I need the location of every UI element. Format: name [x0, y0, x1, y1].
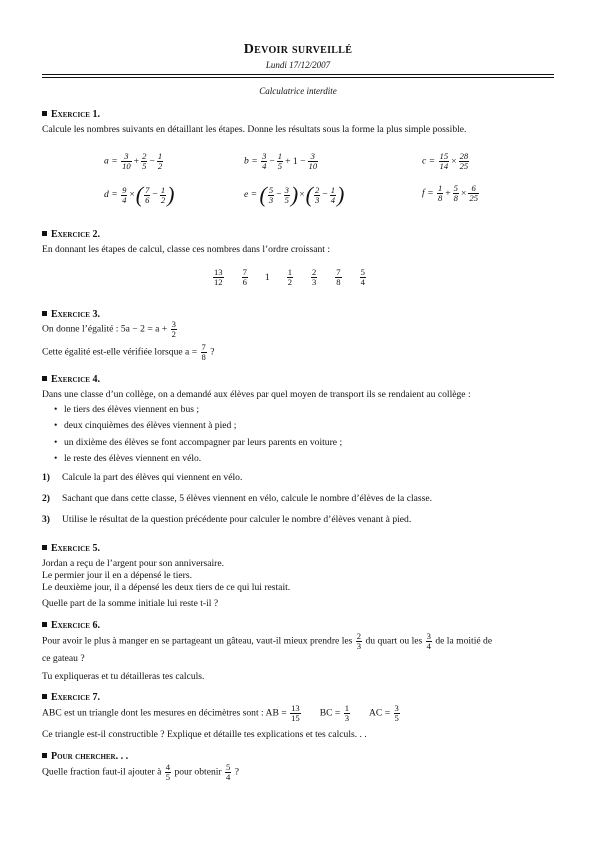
exercise-5-question: Quelle part de la somme initiale lui reste t-il ? [42, 598, 219, 609]
fraction: $\frac{1}{2}$ [287, 267, 292, 287]
fraction: $\frac{3}{10}$ [308, 151, 318, 171]
fraction: $\frac{5}{3}$ [268, 184, 274, 205]
square-bullet-icon [42, 231, 47, 236]
fraction: $\frac{3}{5}$ [394, 703, 399, 723]
square-bullet-icon [42, 376, 47, 381]
exercise-7-heading: Exercice 7. [42, 692, 100, 703]
square-bullet-icon [42, 694, 47, 699]
exercise-1-instruction: Calcule les nombres suivants en détaillant les étapes. Donne les résultats sous la forme la plus simple possible. [42, 124, 467, 135]
expression-d: d = $\frac{9}{4}$ ×( $\frac{7}{6}$ − $\frac{1}{2}$ ) [104, 182, 175, 207]
square-bullet-icon [42, 111, 47, 116]
fraction: $\frac{1}{2}$ [157, 151, 163, 171]
expression-b: b = $\frac{3}{4}$ − $\frac{1}{5}$ + 1 − $\frac{3}{10}$ [244, 151, 318, 171]
bonus-heading: Pour chercher. . . [42, 751, 128, 762]
fraction: $\frac{7}{6}$ [242, 267, 247, 287]
exercise-7-measures: ABC est un triangle dont les mesures en décimètres sont : AB = $\frac{13}{15}$ BC = $\frac{1}{3}$ AC = $\frac{3}{5}$ [42, 703, 399, 723]
fraction: $\frac{1}{8}$ [437, 183, 443, 203]
list-item: • deux cinquièmes des élèves viennent à pied ; [64, 420, 236, 431]
exercise-4-heading: Exercice 4. [42, 374, 100, 385]
exercise-5-line: Jordan a reçu de l’argent pour son anniversaire. [42, 558, 225, 569]
bonus-question: Quelle fraction faut-il ajouter à $\frac{4}{5}$ pour obtenir $\frac{5}{4}$ ? [42, 762, 239, 782]
exercise-6-note: Tu expliqueras et tu détailleras tes calculs. [42, 671, 205, 682]
fraction: $\frac{5}{4}$ [226, 762, 231, 782]
fraction: $\frac{3}{5}$ [284, 184, 289, 205]
exercise-1-heading: Exercice 1. [42, 109, 100, 120]
exercise-5-heading: Exercice 5. [42, 543, 100, 554]
list-item: • un dixième des élèves se font accompagner par leurs parents en voiture ; [64, 437, 342, 448]
fraction: $\frac{13}{15}$ [291, 703, 300, 723]
fraction: $\frac{28}{25}$ [459, 151, 469, 171]
fraction: $\frac{1}{5}$ [277, 151, 283, 171]
exercise-6-question: Pour avoir le plus à manger en se partageant un gâteau, vaut-il mieux prendre les $\frac{2}{3}$ du quart ou les $\frac{3}{4}$ de la moitié de [42, 631, 493, 651]
exercise-5-line: Le deuxième jour, il a dépensé les deux tiers de ce qui lui restait. [42, 582, 291, 593]
title-rule [42, 74, 554, 75]
fractions-to-order: $\frac{13}{12}$ $\frac{7}{6}$ 1 $\frac{1}{2}$ $\frac{2}{3}$ $\frac{7}{8}$ $\frac{5}{4}$ [214, 267, 365, 287]
list-item: • le tiers des élèves viennent en bus ; [64, 404, 199, 415]
exercise-3-heading: Exercice 3. [42, 309, 100, 320]
exercise-4-intro: Dans une classe d’un collège, on a demandé aux élèves par quel moyen de transport ils se rendaient au collège : [42, 389, 471, 400]
exercise-2-heading: Exercice 2. [42, 229, 100, 240]
fraction: $\frac{3}{4}$ [262, 151, 267, 171]
exercise-6-line: ce gateau ? [42, 653, 85, 664]
fraction: $\frac{7}{8}$ [336, 267, 341, 287]
expression-c: c = $\frac{15}{14}$ × $\frac{28}{25}$ [422, 151, 469, 171]
exercise-5-line: Le permier jour il en a dépensé le tiers. [42, 570, 192, 581]
exercise-7-question: Ce triangle est-il constructible ? Explique et détaille tes explications et tes calculs. . . [42, 729, 367, 740]
fraction: $\frac{3}{2}$ [171, 319, 176, 339]
exercise-6-heading: Exercice 6. [42, 620, 100, 631]
calculator-note: Calculatrice interdite [259, 86, 337, 96]
fraction: $\frac{13}{12}$ [214, 267, 223, 287]
square-bullet-icon [42, 622, 47, 627]
expression-e: e = ( $\frac{5}{3}$ − $\frac{3}{5}$ )×( $\frac{2}{3}$ − $\frac{1}{4}$ ) [244, 182, 345, 207]
fraction: $\frac{3}{4}$ [426, 631, 431, 651]
fraction: $\frac{6}{25}$ [469, 183, 478, 203]
fraction: $\frac{9}{4}$ [122, 184, 127, 205]
expression-f: f = $\frac{1}{8}$ + $\frac{5}{8}$ × $\frac{6}{25}$ [422, 183, 478, 203]
fraction: $\frac{3}{10}$ [122, 151, 131, 171]
fraction: $\frac{1}{4}$ [330, 184, 335, 205]
worksheet-page: Devoir surveillé Lundi 17/12/2007 Calculatrice interdite Exercice 1. Calcule les nombres suivants en détaillant les étapes. Donne les résultats sous la forme la plus simple possible. a = $\frac{3}{10}$ + $\frac{2}{5}$ − $\frac{1}{2}$ b = $\frac{3}{4}$ − $\frac{1}{5}$ + 1 − $\frac{3}{10}$ c = $\frac{15}{14}$ × $\frac{28}{25}$ d = $\frac{9}{4}$ ×( $\frac{7}{6}$ − $\frac{1}{2}$ ) e = ( $\frac{5}{3}$ − $\frac{3}{5}$ )×( $\frac{2}{3}$ − $\frac{1}{4}$ ) f = $\frac{1}{8}$ + $\frac{5}{8}$ × $\frac{6}{25}$ Exercice 2. En donnant les étapes de calcul, classe ces nombres dans l’ordre croissant : $\frac{13}{12}$ $\frac{7}{6}$ 1 $\frac{1}{2}$ $\frac{2}{3}$ $\frac{7}{8}$ $\frac{5}{4}$ Exercice 3. On donne l’égalité : 5a − 2 = a + $\frac{3}{2}$ Cette égalité est-elle vérifiée lorsque a = $\frac{7}{8}$ ? Exercice 4. Dans une classe d’un collège, on a demandé aux élèves par quel moyen de transport ils se rendaient au collège : • le tiers des élèves viennent en bus ; • deux cinquièmes des élèves viennent à pied ; • un dixième des élèves se font accompagner par leurs parents en voiture ; • le reste des élèves viennent en vélo. 1) Calcule la part des élèves qui viennent en vélo. 2) Sachant que dans cette classe, 5 élèves viennent en vélo, calcule le nombre d’élèves de la classe. 3) Utilise le résultat de la question précédente pour calculer le nombre d’élèves venant à pied. Exercice 5. Jordan a reçu de l’argent pour son anniversaire. Le permier jour il en a dépensé le tiers. Le deuxième jour, il a dépensé les deux tiers de ce qui lui restait. Quelle part de la somme initiale lui reste t-il ? Exercice 6. Pour avoir le plus à manger en se partageant un gâteau, vaut-il mieux prendre les $\frac{2}{3}$ du quart ou les $\frac{3}{4}$ de la moitié de ce gateau ? Tu expliqueras et tu détailleras tes calculs. Exercice 7. ABC est un triangle dont les mesures en décimètres sont : AB = $\frac{13}{15}$ BC = $\frac{1}{3}$ AC = $\frac{3}{5}$ Ce triangle est-il constructible ? Explique et détaille tes explications et tes calculs. . . Pour chercher. . . Quelle fraction faut-il ajouter à $\frac{4}{5}$ pour obtenir $\frac{5}{4}$ ? [42, 0, 554, 842]
fraction: $\frac{15}{14}$ [439, 151, 449, 171]
square-bullet-icon [42, 311, 47, 316]
fraction: $\frac{7}{6}$ [145, 184, 150, 205]
fraction: $\frac{5}{4}$ [360, 267, 365, 287]
square-bullet-icon [42, 545, 47, 550]
fraction: $\frac{5}{8}$ [453, 183, 458, 203]
exercise-3-question: Cette égalité est-elle vérifiée lorsque a = $\frac{7}{8}$ ? [42, 342, 215, 362]
page-title: Devoir surveillé [243, 42, 353, 57]
fraction: $\frac{2}{3}$ [356, 631, 362, 651]
list-item: • le reste des élèves viennent en vélo. [64, 453, 201, 464]
exam-date: Lundi 17/12/2007 [265, 60, 331, 70]
square-bullet-icon [42, 753, 47, 758]
fraction: $\frac{7}{8}$ [201, 342, 206, 362]
fraction: $\frac{2}{3}$ [314, 184, 320, 205]
fraction: $\frac{4}{5}$ [165, 762, 171, 782]
fraction: $\frac{2}{5}$ [142, 151, 147, 171]
fraction: $\frac{1}{3}$ [344, 703, 349, 723]
title-rule-thin [42, 77, 554, 78]
exercise-2-instruction: En donnant les étapes de calcul, classe ces nombres dans l’ordre croissant : [42, 244, 330, 255]
expression-a: a = $\frac{3}{10}$ + $\frac{2}{5}$ − $\frac{1}{2}$ [104, 151, 163, 171]
fraction: $\frac{1}{2}$ [160, 184, 166, 205]
exercise-3-equation: On donne l’égalité : 5a − 2 = a + $\frac{3}{2}$ [42, 319, 176, 339]
fraction: $\frac{2}{3}$ [311, 267, 317, 287]
